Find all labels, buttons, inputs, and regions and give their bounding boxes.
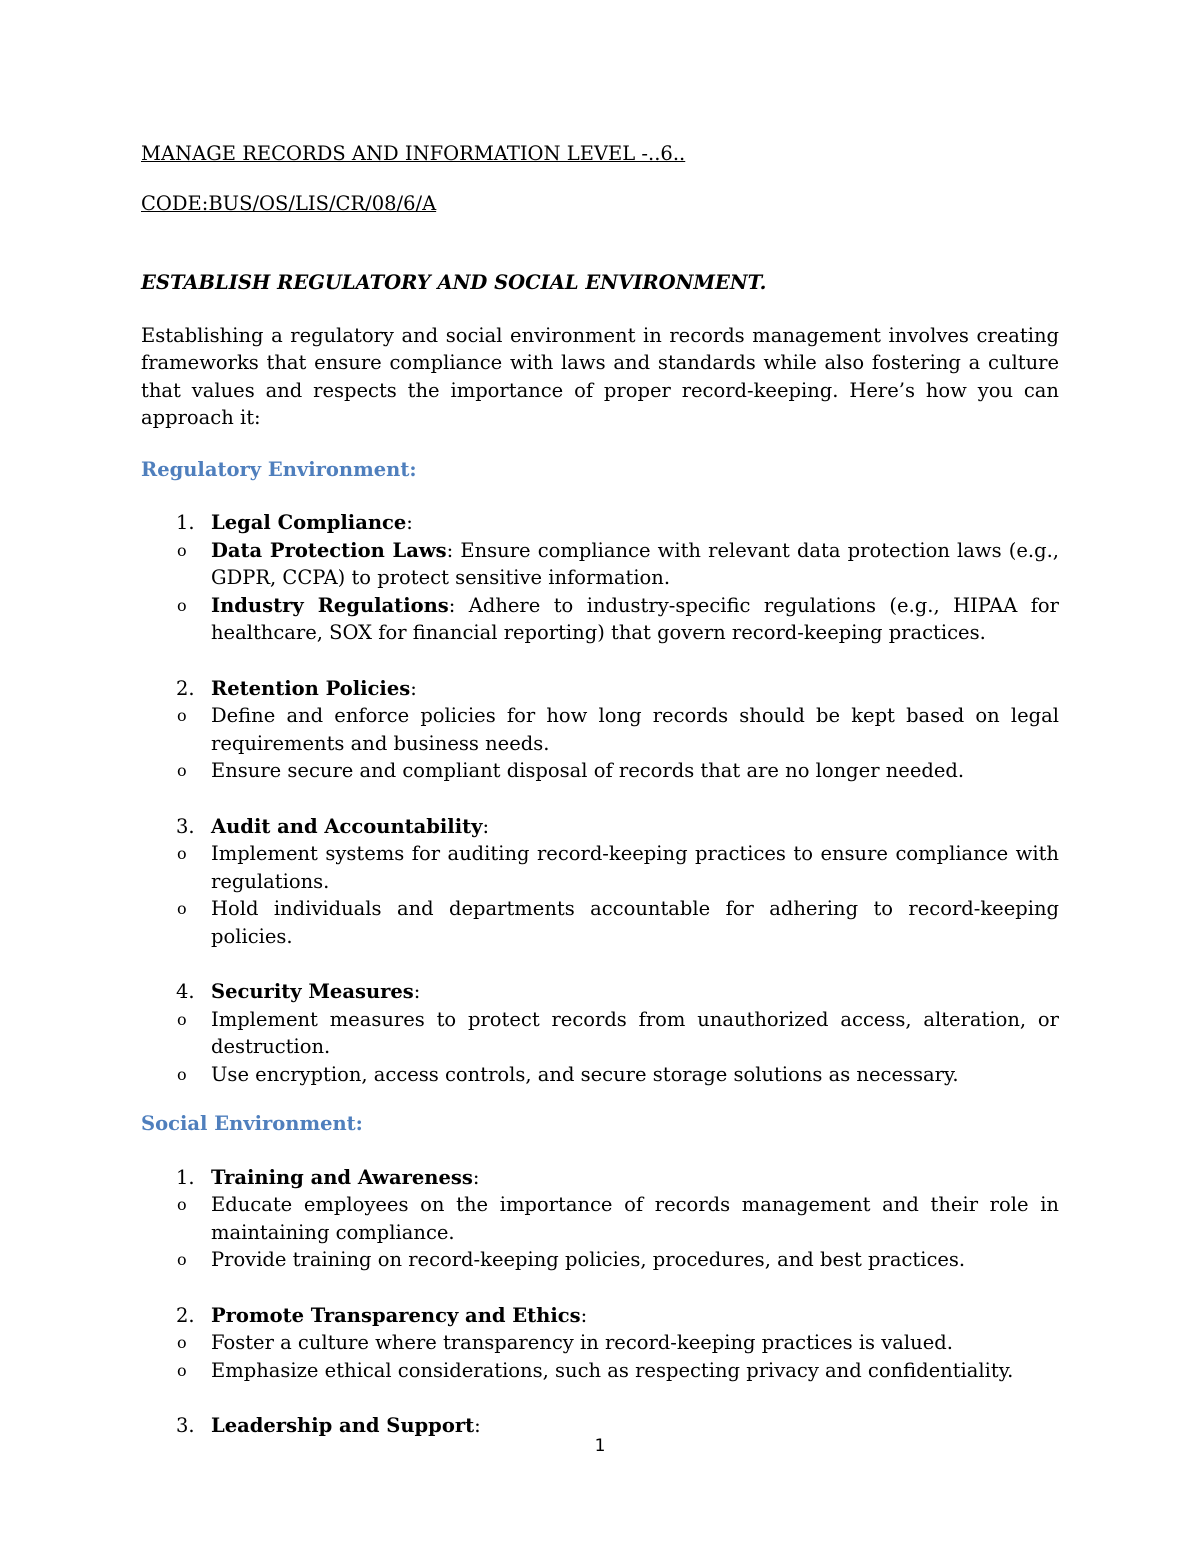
list-item: [141, 1302, 1059, 1385]
bullet-icon: o: [177, 1009, 187, 1029]
sub-list-item: [177, 840, 1059, 895]
sub-list-item: [177, 537, 1059, 592]
sub-item-text: Hold individuals and departments accountable for adhering to record-keeping policies.: [211, 897, 1059, 948]
list-item: [141, 1164, 1059, 1274]
bullet-icon: o: [177, 595, 187, 615]
bullet-icon: o: [177, 540, 187, 560]
item-title-suffix: :: [482, 814, 490, 838]
sub-item-text: Ensure secure and compliant disposal of records that are no longer needed.: [211, 759, 965, 782]
sub-list-item: [177, 702, 1059, 757]
sub-item-text: Emphasize ethical considerations, such as respecting privacy and confidentiality.: [211, 1358, 1014, 1382]
sub-item-text: Define and enforce policies for how long records should be kept based on legal requirements and business needs.: [211, 704, 1059, 755]
document-code: CODE:BUS/OS/LIS/CR/08/6/A: [141, 191, 437, 215]
list-item: [141, 675, 1059, 785]
item-title: [211, 978, 1059, 1006]
sub-list-item: [177, 1246, 1059, 1274]
item-title-suffix: :: [580, 1303, 588, 1327]
item-title-suffix: :: [406, 511, 413, 534]
item-title-suffix: :: [410, 676, 417, 700]
bullet-icon: o: [177, 706, 187, 725]
item-number: 1.: [176, 511, 195, 534]
sub-item-label: Industry Regulations: [211, 593, 449, 617]
sub-item-label: Data Protection Laws: [211, 538, 447, 562]
bullet-icon: o: [177, 899, 187, 918]
item-number: 3.: [176, 814, 195, 838]
regulatory-list: [141, 509, 1059, 1088]
item-title: [211, 1164, 1059, 1192]
sub-item-text: Implement systems for auditing record-keeping practices to ensure compliance with regulations.: [211, 842, 1059, 893]
bullet-icon: o: [177, 1064, 187, 1084]
page-number: 1: [594, 1436, 606, 1456]
sub-item-text: : Adhere to industry-specific regulations (e.g., HIPAA for healthcare, SOX for financial reporting) that govern record-keeping practices.: [211, 593, 1059, 644]
sub-list-item: [177, 1061, 1059, 1089]
sub-list-item: [177, 1191, 1059, 1246]
item-number: 4.: [176, 980, 195, 1003]
list-item: [141, 813, 1059, 951]
item-title-text: Security Measures: [211, 980, 414, 1003]
item-title-text: Retention Policies: [211, 676, 411, 700]
item-number: 2.: [176, 1303, 195, 1327]
item-title-text: Leadership and Support: [211, 1414, 475, 1437]
sub-list-item: [177, 895, 1059, 950]
sub-item-text: Foster a culture where transparency in record-keeping practices is valued.: [211, 1331, 953, 1354]
sub-list-item: [177, 1329, 1059, 1357]
sub-item-text: Provide training on record-keeping policies, procedures, and best practices.: [211, 1248, 966, 1271]
bullet-icon: o: [177, 844, 187, 863]
item-title: [211, 1302, 1059, 1330]
list-item: [141, 509, 1059, 647]
item-title: [211, 509, 1059, 537]
bullet-icon: o: [177, 1360, 187, 1380]
sub-item-text: Educate employees on the importance of records management and their role in maintaining compliance.: [211, 1193, 1059, 1244]
sub-list: [177, 1006, 1059, 1089]
sub-list: [177, 1191, 1059, 1274]
document-title: MANAGE RECORDS AND INFORMATION LEVEL -..6..: [141, 142, 686, 165]
intro-paragraph: Establishing a regulatory and social environment in records management involves creating frameworks that ensure compliance with laws and standards while also fostering a culture that values and respects the importance of proper record-keeping. Here’s how you can approach it:: [141, 323, 1059, 429]
item-title: [211, 675, 1059, 703]
sub-list-item: [177, 592, 1059, 647]
item-title-text: Legal Compliance: [211, 511, 407, 534]
sub-list: [177, 840, 1059, 950]
sub-list-item: [177, 1006, 1059, 1061]
sub-item-text: : Ensure compliance with relevant data protection laws (e.g., GDPR, CCPA) to protect sensitive information.: [211, 538, 1059, 589]
sub-list: [177, 702, 1059, 785]
item-number: 2.: [176, 676, 195, 700]
sub-list-item: [177, 757, 1059, 785]
item-title-text: Audit and Accountability: [211, 814, 483, 838]
item-title-suffix: :: [472, 1165, 480, 1189]
item-title-text: Promote Transparency and Ethics: [211, 1303, 581, 1327]
sub-item-text: Implement measures to protect records from unauthorized access, alteration, or destruction.: [211, 1007, 1059, 1058]
item-title-suffix: :: [413, 980, 421, 1003]
document-body: [141, 140, 1059, 1440]
sub-list: [177, 1329, 1059, 1384]
list-item: [141, 978, 1059, 1088]
item-title: [211, 813, 1059, 841]
social-list: [141, 1164, 1059, 1440]
bullet-icon: o: [177, 761, 187, 780]
bullet-icon: o: [177, 1333, 187, 1352]
bullet-icon: o: [177, 1195, 187, 1214]
regulatory-heading: Regulatory Environment:: [141, 457, 417, 481]
bullet-icon: o: [177, 1250, 187, 1269]
item-title-suffix: :: [474, 1414, 481, 1437]
item-number: 3.: [176, 1414, 195, 1437]
sub-list-item: [177, 1357, 1059, 1385]
section-title: ESTABLISH REGULATORY AND SOCIAL ENVIRONMENT.: [141, 271, 767, 294]
sub-list: [177, 537, 1059, 647]
item-number: 1.: [176, 1165, 195, 1189]
sub-item-text: Use encryption, access controls, and secure storage solutions as necessary.: [211, 1062, 959, 1086]
item-title-text: Training and Awareness: [211, 1165, 473, 1189]
social-heading: Social Environment:: [141, 1112, 363, 1135]
